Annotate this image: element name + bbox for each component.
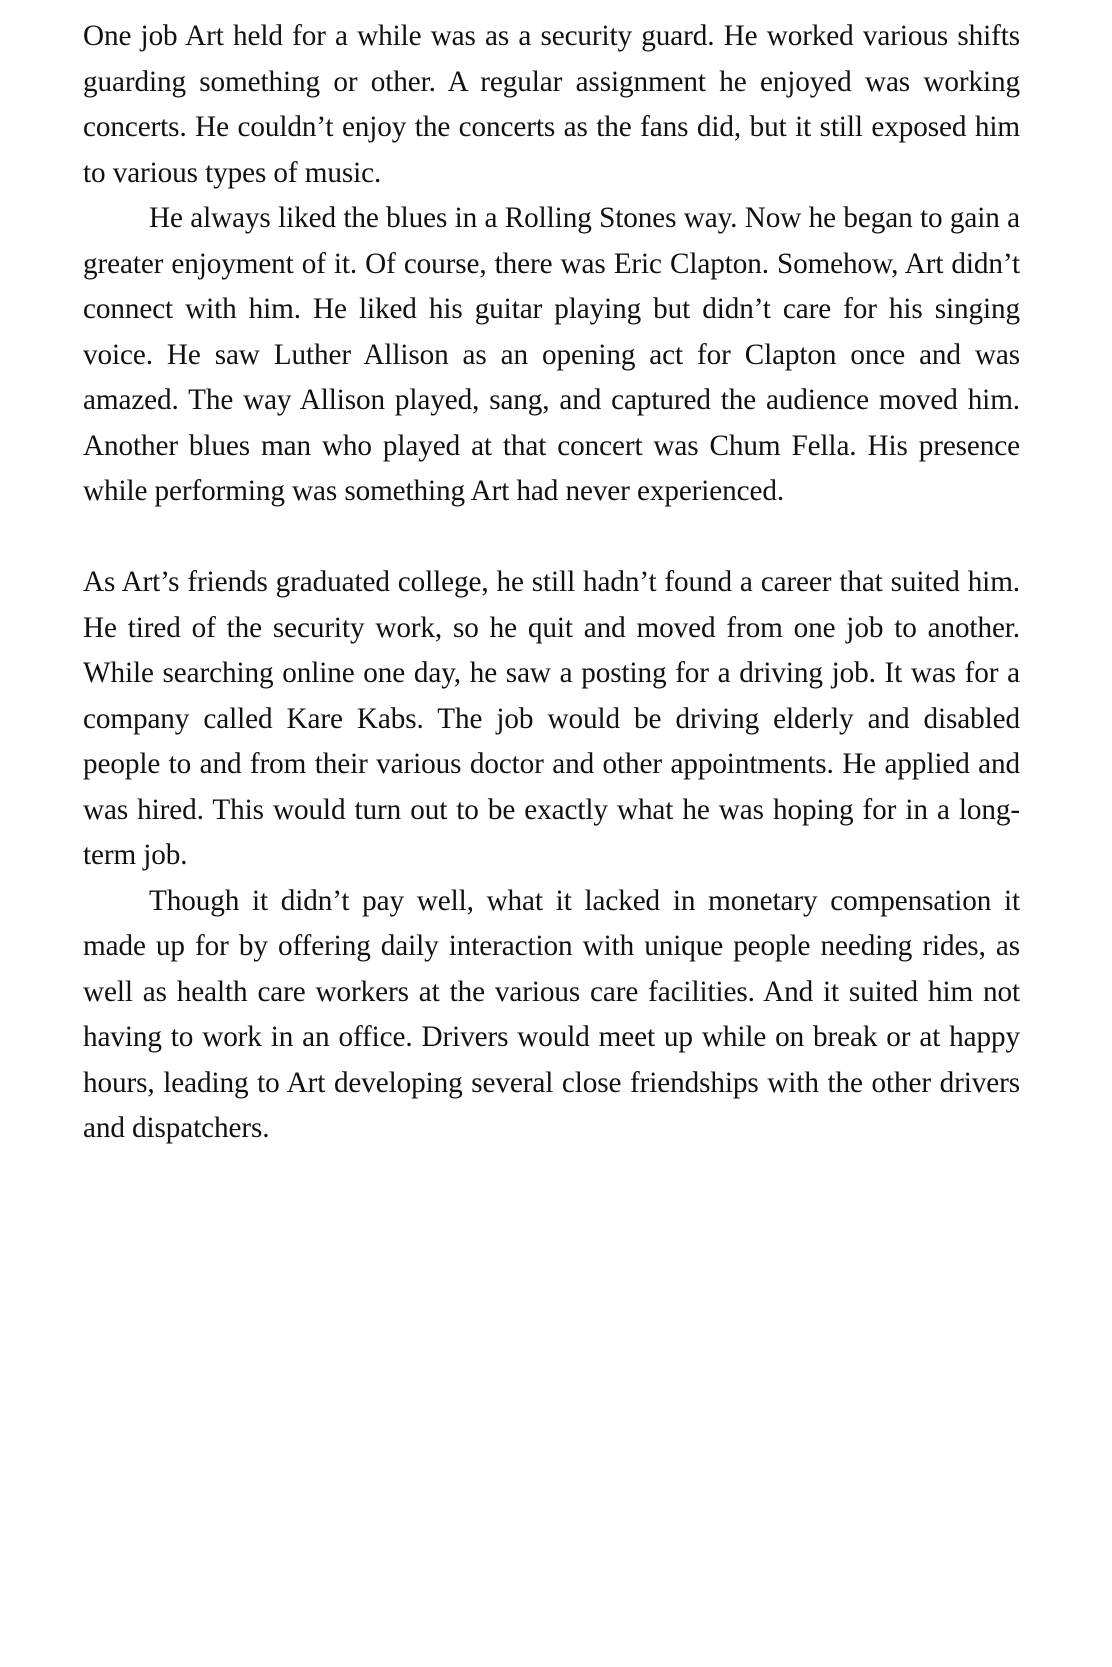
paragraph-security-guard: One job Art held for a while was as a security guard. He worked various shifts guarding something or other. A regular assignment he enjoyed was working concerts. He couldn’t enjoy the concerts as the fans did, but it still exposed him to various types of music.: [83, 20, 1020, 189]
paragraph-kare-kabs: As Art’s friends graduated college, he still hadn’t found a career that suited him. He tired of the security work, so he quit and moved from one job to another. While searching online one day, he saw a posting for a driving job. It was for a company called Kare Kabs. The job would be driving elderly and disabled people to and from their various doctor and other appointments. He applied and was hired. This would turn out to be exactly what he was hoping for in a long-term job.: [83, 566, 1020, 871]
body-text: [83, 14, 1020, 1152]
paragraph-drivers: Though it didn’t pay well, what it lacked in monetary compensation it made up for by offering daily interaction with unique people needing rides, as well as health care workers at the various care facilities. And it suited him not having to work in an office. Drivers would meet up while on break or at happy hours, leading to Art developing several close friendships with the other drivers and dispatchers.: [83, 884, 1020, 1144]
paragraph-blues: He always liked the blues in a Rolling Stones way. Now he began to gain a greater enjoyment of it. Of course, there was Eric Clapton. Somehow, Art didn’t connect with him. He liked his guitar playing but didn’t care for his singing voice. He saw Luther Allison as an opening act for Clapton once and was amazed. The way Allison played, sang, and captured the audience moved him. Another blues man who played at that concert was Chum Fella. His presence while performing was something Art had never experienced.: [83, 202, 1020, 507]
section-break: [83, 515, 1020, 561]
